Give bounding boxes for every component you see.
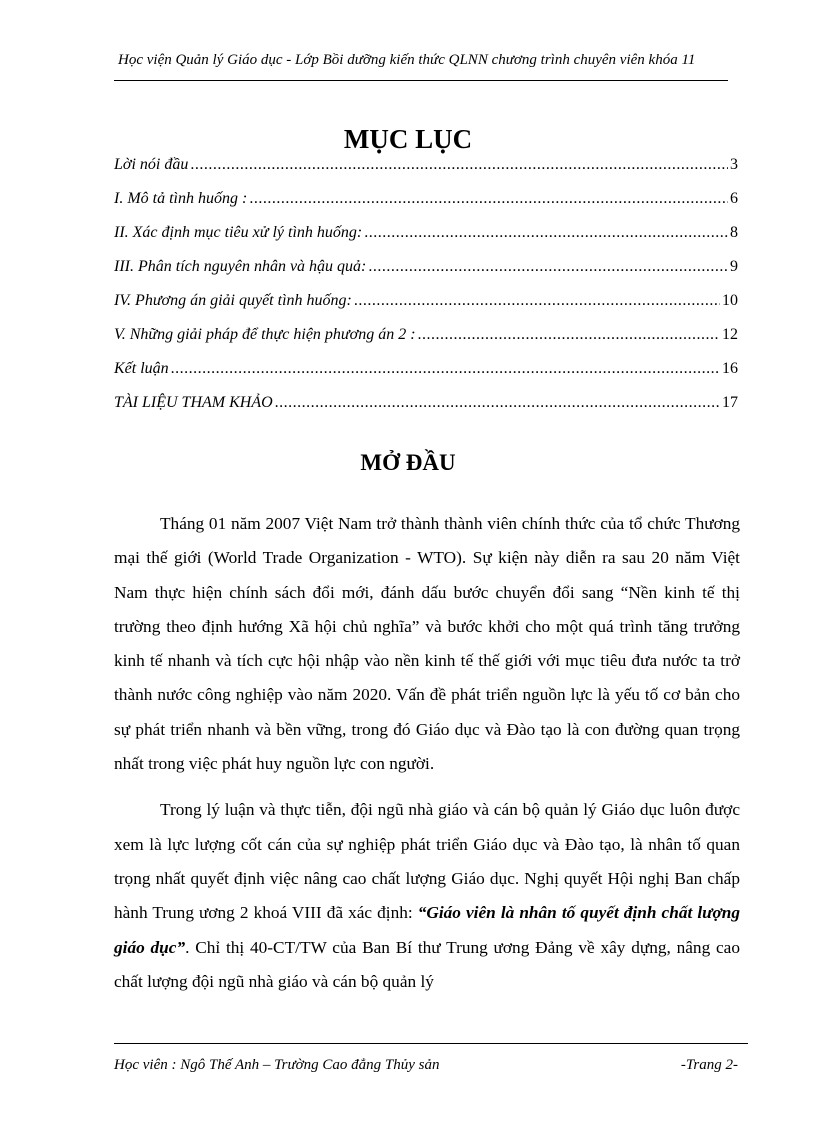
toc-entry[interactable] xyxy=(114,394,738,428)
toc-entry-label: III. Phân tích nguyên nhân và hậu quả: xyxy=(114,258,367,275)
toc-entry[interactable] xyxy=(114,360,738,394)
toc-title: MỤC LỤC xyxy=(343,124,473,154)
footer-author: Học viên : Ngô Thế Anh – Trường Cao đẳng Thủy sản xyxy=(114,1057,440,1073)
toc-entry-page: 12 xyxy=(722,326,738,343)
paragraph-text: Trong lý luận và thực tiễn, đội ngũ nhà giáo và cán bộ quản lý Giáo dục luôn được xem là lực lượng cốt cán của sự nghiệp phát triển Giáo dục và Đào tạo, là nhân tố quan trọng nhất quyết định việc nâng cao chất lượng Giáo dục. Nghị quyết Hội nghị Ban chấp hành Trung ương 2 khoá VIII đã xác định: xyxy=(114,800,740,923)
paragraph: Tháng 01 năm 2007 Việt Nam trở thành thành viên chính thức của tổ chức Thương mại thế giới (World Trade Organization - WTO). Sự kiện này diễn ra sau 20 năm Việt Nam thực hiện chính sách đổi mới, đánh dấu bước chuyển đổi sang “Nền kinh tế thị trường theo định hướng Xã hội chủ nghĩa” và bước khởi cho một quá trình tăng trưởng kinh tế nhanh và tích cực hội nhập vào nền kinh tế thế giới với mục tiêu đưa nước ta trở thành nước công nghiệp vào năm 2020. Vấn đề phát triển nguồn lực là yếu tố cơ bản cho sự phát triển nhanh và bền vững, trong đó Giáo dục và Đào tạo là con đường quan trọng nhất trong việc phát huy nguồn lực con người. xyxy=(114,514,740,774)
toc-leader-dots xyxy=(249,190,728,208)
toc-entry[interactable] xyxy=(114,326,738,360)
toc-entry[interactable] xyxy=(114,224,738,258)
toc-entry[interactable] xyxy=(114,156,738,190)
page-header: Học viện Quản lý Giáo dục - Lớp Bồi dưỡng kiến thức QLNN chương trình chuyên viên khóa 11 xyxy=(118,52,696,68)
page-footer xyxy=(114,1057,738,1074)
section-title: MỞ ĐẦU xyxy=(360,450,456,475)
toc-entry[interactable] xyxy=(114,258,738,292)
toc-entry-label: IV. Phương án giải quyết tình huống: xyxy=(114,292,352,309)
quote: “Giáo viên là nhân tố quyết định chất lượng giáo dục” xyxy=(114,903,740,957)
toc-leader-dots xyxy=(368,258,728,276)
toc-entry-label: Lời nói đầu xyxy=(114,156,189,173)
table-of-contents xyxy=(114,156,738,428)
toc-entry-page: 3 xyxy=(730,156,738,173)
toc-entry-label: TÀI LIỆU THAM KHẢO xyxy=(114,394,273,411)
toc-entry-page: 6 xyxy=(730,190,738,207)
toc-leader-dots xyxy=(418,326,720,344)
paragraph-text: . Chỉ thị 40-CT/TW của Ban Bí thư Trung ương Đảng về xây dựng, nâng cao chất lượng đội ngũ nhà giáo và cán bộ quản lý xyxy=(114,937,740,991)
toc-entry-page: 8 xyxy=(730,224,738,241)
toc-entry-page: 10 xyxy=(722,292,738,309)
toc-leader-dots xyxy=(275,394,720,412)
body-text xyxy=(114,507,740,1011)
toc-entry-label: I. Mô tả tình huống : xyxy=(114,190,248,207)
header-divider xyxy=(114,80,728,81)
page-number: -Trang 2- xyxy=(680,1057,738,1073)
toc-leader-dots xyxy=(190,156,728,174)
toc-entry-label: Kết luận xyxy=(114,360,169,377)
toc-leader-dots xyxy=(354,292,720,310)
toc-entry-label: II. Xác định mục tiêu xử lý tình huống: xyxy=(114,224,363,241)
toc-entry[interactable] xyxy=(114,190,738,224)
toc-leader-dots xyxy=(364,224,728,242)
toc-leader-dots xyxy=(171,360,720,378)
paragraph xyxy=(114,793,740,999)
footer-divider xyxy=(114,1043,748,1044)
toc-entry-page: 17 xyxy=(722,394,738,411)
toc-entry-page: 9 xyxy=(730,258,738,275)
toc-entry[interactable] xyxy=(114,292,738,326)
toc-entry-page: 16 xyxy=(722,360,738,377)
toc-entry-label: V. Những giải pháp để thực hiện phương án 2 : xyxy=(114,326,416,343)
